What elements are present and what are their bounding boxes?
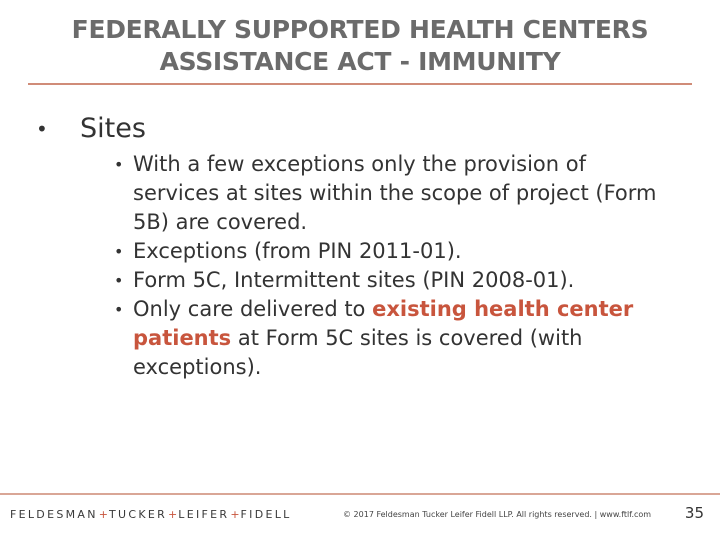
logo-word: FELDESMAN xyxy=(10,508,98,521)
bullet-icon: • xyxy=(114,271,124,290)
logo-word: TUCKER xyxy=(108,508,168,521)
copyright-notice: © 2017 Feldesman Tucker Leifer Fidell LLP. All rights reserved. | www.ftlf.com xyxy=(343,510,652,519)
sub-bullet-text-before: Only care delivered to xyxy=(133,297,373,321)
page-number: 35 xyxy=(684,504,704,522)
logo-plus-icon: + xyxy=(98,508,108,521)
sub-bullet-text-after: at Form 5C sites is covered (with exceptions). xyxy=(133,326,583,379)
title-line-1: FEDERALLY SUPPORTED HEALTH CENTERS xyxy=(71,15,649,44)
sub-bullet-1 xyxy=(114,150,674,237)
bullet-icon: • xyxy=(114,155,124,174)
sub-bullet-text: Exceptions (from PIN 2011-01). xyxy=(133,239,462,263)
main-bullet-text: Sites xyxy=(80,113,146,144)
firm-logo xyxy=(10,508,292,521)
sub-bullet-3 xyxy=(114,266,674,295)
footer-divider xyxy=(0,493,720,495)
sub-bullet-text: With a few exceptions only the provision of services at sites within the scope of project (Form 5B) are covered. xyxy=(133,152,657,234)
emphasized-text: existing health center patients xyxy=(133,297,634,350)
title-divider xyxy=(28,83,692,85)
sub-bullet-4 xyxy=(114,295,674,382)
logo-plus-icon: + xyxy=(168,508,178,521)
logo-plus-icon: + xyxy=(230,508,240,521)
bullet-icon: • xyxy=(114,300,124,319)
bullet-icon: • xyxy=(36,117,48,141)
slide-title xyxy=(0,14,720,78)
bullet-icon: • xyxy=(114,242,124,261)
sub-bullet-list xyxy=(114,150,674,382)
logo-word: FIDELL xyxy=(240,508,292,521)
sub-bullet-text: Form 5C, Intermittent sites (PIN 2008-01). xyxy=(133,268,575,292)
logo-word: LEIFER xyxy=(178,508,230,521)
title-line-2: ASSISTANCE ACT - IMMUNITY xyxy=(159,47,561,76)
sub-bullet-2 xyxy=(114,237,674,266)
